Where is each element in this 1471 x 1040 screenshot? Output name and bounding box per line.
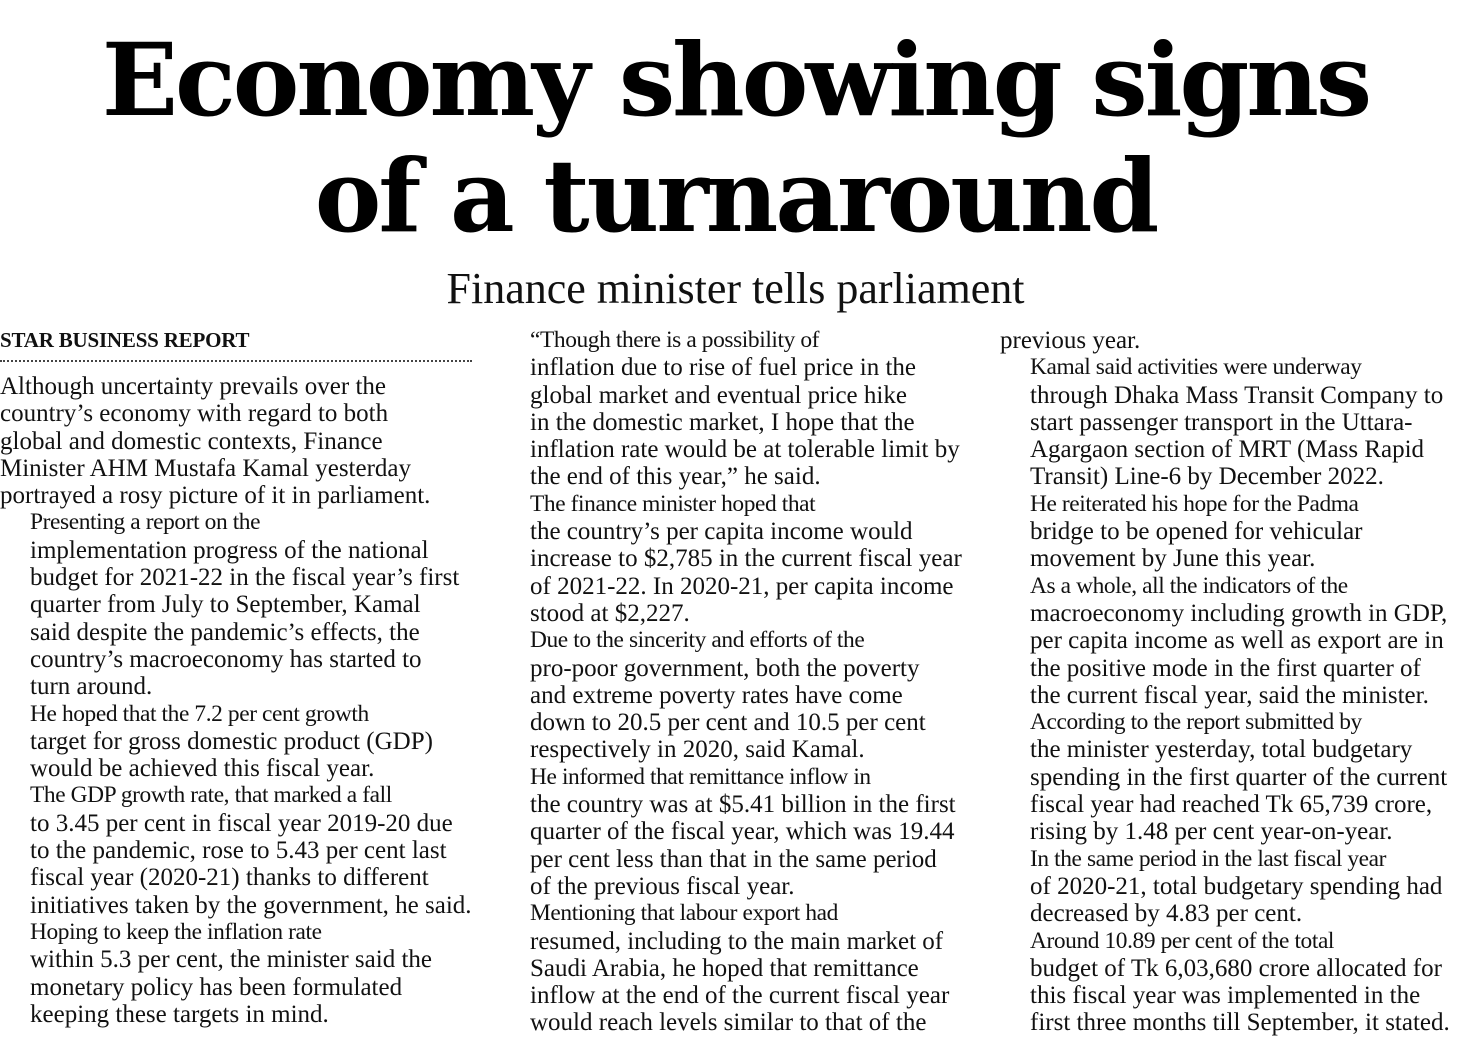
text-line: of 2021-22. In 2020-21, per capita income (530, 572, 954, 600)
text-line: per capita income as well as export are in (1030, 627, 1444, 655)
text-line: inflation rate would be at tolerable limit by (530, 436, 960, 464)
text-line: Although uncertainty prevails over the (0, 373, 386, 400)
text-line: respectively in 2020, said Kamal. (530, 736, 865, 764)
text-line: quarter of the fiscal year, which was 19.44 (530, 818, 955, 846)
text-line: the country’s per capita income would (530, 518, 913, 546)
paragraph (0, 782, 472, 918)
paragraph (1000, 846, 1471, 928)
text-line: previous year. (1000, 327, 1141, 354)
text-line: Agargaon section of MRT (Mass Rapid (1030, 436, 1425, 464)
text-line: global and domestic contexts, Finance (0, 427, 383, 455)
paragraph (0, 373, 472, 509)
text-line: first three months till September, it stated. (1030, 1009, 1450, 1037)
text-line: start passenger transport in the Uttara- (1030, 408, 1413, 436)
text-line: budget of Tk 6,03,680 crore allocated for (1030, 954, 1442, 982)
text-line: rising by 1.48 per cent year-on-year. (1030, 818, 1393, 846)
text-line: He informed that remittance inflow in (530, 763, 871, 790)
text-line: quarter from July to September, Kamal (30, 591, 421, 619)
paragraph (500, 491, 972, 627)
paragraph (1000, 354, 1471, 490)
headline-line-1: Economy showing signs (101, 21, 1370, 139)
text-line: He reiterated his hope for the Padma (1030, 490, 1359, 517)
byline: STAR BUSINESS REPORT (0, 327, 472, 362)
column-3-body (1000, 327, 1471, 1037)
paragraph (1000, 928, 1471, 1037)
text-line: the country was at $5.41 billion in the first (530, 791, 956, 819)
text-line: Transit) Line-6 by December 2022. (1030, 463, 1384, 491)
paragraph (0, 509, 472, 700)
text-line: Due to the sincerity and efforts of the (530, 627, 865, 654)
text-line: In the same period in the last fiscal year (1030, 845, 1387, 872)
article-column-2 (500, 327, 972, 1037)
paragraph (1000, 491, 1471, 573)
text-line: According to the report submitted by (1030, 709, 1362, 736)
text-line: inflation due to rise of fuel price in the (530, 354, 916, 382)
text-line: resumed, including to the main market of (530, 927, 944, 955)
text-line: Saudi Arabia, he hoped that remittance (530, 954, 919, 982)
text-line: bridge to be opened for vehicular (1030, 518, 1363, 546)
text-line: the current fiscal year, said the minister. (1030, 681, 1429, 709)
text-line: the end of this year,” he said. (530, 463, 821, 491)
text-line: fiscal year had reached Tk 65,739 crore, (1030, 791, 1433, 819)
subheadline: Finance minister tells parliament (446, 264, 1025, 313)
text-line: Minister AHM Mustafa Kamal yesterday (0, 454, 412, 482)
text-line: The finance minister hoped that (530, 490, 816, 517)
text-line: budget for 2021-22 in the fiscal year’s first (30, 564, 460, 592)
text-line: Kamal said activities were underway (1030, 354, 1362, 381)
text-line: the minister yesterday, total budgetary (1030, 736, 1413, 764)
text-line: country’s macroeconomy has started to (30, 645, 422, 673)
paragraph (500, 627, 972, 763)
text-line: spending in the first quarter of the current (1030, 763, 1448, 791)
text-line: monetary policy has been formulated (30, 973, 403, 1001)
text-line: and extreme poverty rates have come (530, 681, 903, 709)
text-line: As a whole, all the indicators of the (1030, 572, 1348, 599)
text-line: in the domestic market, I hope that the (530, 408, 915, 436)
text-line: “Though there is a possibility of (530, 327, 820, 353)
text-line: target for gross domestic product (GDP) (30, 727, 433, 755)
text-line: down to 20.5 per cent and 10.5 per cent (530, 709, 926, 737)
text-line: increase to $2,785 in the current fiscal year (530, 545, 962, 573)
text-line: He hoped that the 7.2 per cent growth (30, 700, 369, 727)
text-line: macroeconomy including growth in GDP, (1030, 599, 1448, 627)
text-line: movement by June this year. (1030, 545, 1316, 573)
text-line: inflow at the end of the current fiscal year (530, 982, 950, 1010)
paragraph (0, 919, 472, 1028)
text-line: per cent less than that in the same period (530, 845, 937, 873)
text-line: of the previous fiscal year. (530, 872, 795, 900)
text-line: country’s economy with regard to both (0, 400, 389, 428)
text-line: turn around. (30, 673, 153, 701)
text-line: through Dhaka Mass Transit Company to (1030, 381, 1444, 409)
text-line: to 3.45 per cent in fiscal year 2019-20 due (30, 809, 453, 837)
text-line: the positive mode in the first quarter of (1030, 654, 1421, 682)
column-2-body (500, 327, 972, 1037)
paragraph (1000, 573, 1471, 709)
text-line: pro-poor government, both the poverty (530, 654, 920, 682)
article-column-3 (1000, 327, 1471, 1037)
text-line: global market and eventual price hike (530, 381, 907, 409)
article-column-1 (0, 327, 472, 1028)
text-line: this fiscal year was implemented in the (1030, 982, 1421, 1010)
text-line: of 2020-21, total budgetary spending had (1030, 872, 1443, 900)
paragraph (1000, 327, 1471, 354)
text-line: initiatives taken by the government, he said. (30, 891, 472, 919)
text-line: portrayed a rosy picture of it in parliament. (0, 482, 431, 510)
column-1-body (0, 373, 472, 1028)
text-line: Presenting a report on the (30, 509, 261, 536)
paragraph (1000, 709, 1471, 845)
text-line: stood at $2,227. (530, 599, 690, 627)
text-line: decreased by 4.83 per cent. (1030, 900, 1303, 928)
text-line: said despite the pandemic’s effects, the (30, 618, 420, 646)
paragraph (500, 900, 972, 1036)
text-line: The GDP growth rate, that marked a fall (30, 782, 392, 809)
text-line: would be achieved this fiscal year. (30, 755, 375, 783)
paragraph (500, 764, 972, 900)
text-line: implementation progress of the national (30, 536, 429, 564)
text-line: Hoping to keep the inflation rate (30, 918, 322, 945)
text-line: Mentioning that labour export had (530, 900, 838, 927)
text-line: Around 10.89 per cent of the total (1030, 927, 1335, 954)
headline (0, 22, 1471, 254)
paragraph (500, 327, 972, 491)
headline-line-2: of a turnaround (314, 137, 1157, 255)
text-line: keeping these targets in mind. (30, 1000, 329, 1028)
text-line: would reach levels similar to that of the (530, 1009, 927, 1037)
text-line: to the pandemic, rose to 5.43 per cent last (30, 837, 447, 865)
paragraph (0, 701, 472, 783)
text-line: within 5.3 per cent, the minister said the (30, 946, 432, 974)
text-line: fiscal year (2020-21) thanks to different (30, 864, 429, 892)
